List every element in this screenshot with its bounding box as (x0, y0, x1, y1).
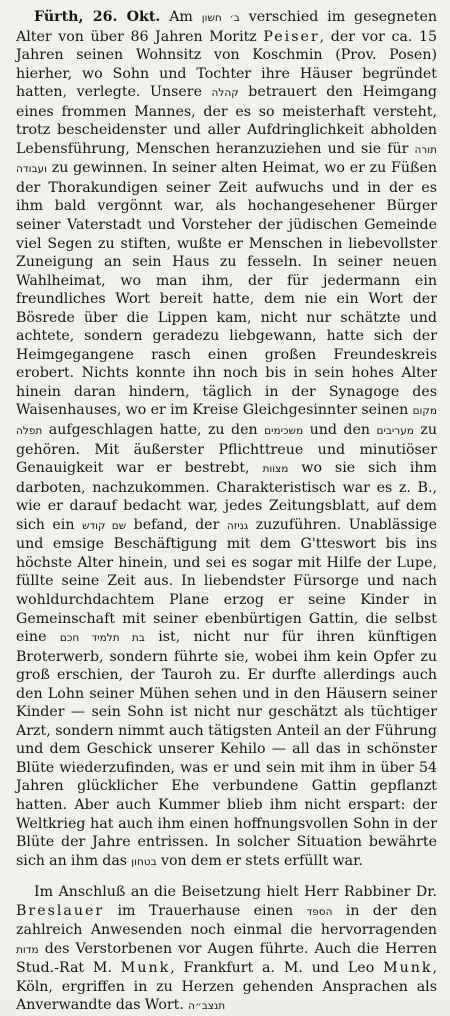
hebrew-term: גניזה (226, 519, 249, 532)
hebrew-term: תורה ועבודה (16, 143, 437, 176)
obituary-paragraph (16, 8, 437, 871)
text-run: Am (160, 9, 202, 25)
text-run: , Köln, ergriffen in zu Herzen gehenden Ansprachen als Anverwandte das Wort. (16, 960, 437, 1014)
text-run: zu gewinnen. In seiner alten Heimat, wo er zu Füßen der Thorakundigen seiner Zeit aufwuchs und in der es ihm bald vergönnt war, als hochangesehener Bürger seiner Vaterstadt und Vorsteher der jüdischen Gemeinde viel Segen zu stiften, wußte er Menschen in liebevollster Zuneigung an sein Haus zu fesseln. In seiner neuen Wahlheimat, wo man ihm, der für jedermann ein freundliches Wort bereit hatte, dem nie ein Wort der Bösrede über die Lippen kam, nicht nur schätzte und achtete, sondern geradezu liebgewann, hatte sich der Heimgegangene rasch einen großen Freundeskreis erobert. Nichts konnte ihn noch bis in sein hohes Alter hinein daran hindern, täglich in der Synagoge des Waisenhauses, wo er im Kreise Gleichgesinnter seinen (16, 160, 437, 419)
hebrew-term: ב׳ חשון (201, 12, 240, 24)
text-run: in der den zahlreich Anwesenden noch einmal die hervorragenden (16, 902, 437, 939)
text-run: , der vor ca. 15 Jahren seinen Wohnsitz von Koschmin (Prov. Posen) hierher, wo Sohn und Tochter ihre Häuser begründet hatten, verlegte. Unsere (16, 28, 437, 101)
hebrew-term: בת תלמיד חכם (59, 632, 145, 645)
hebrew-term: מעריבים (376, 425, 414, 438)
text-run: aufgeschlagen hatte, zu den (42, 422, 265, 439)
hebrew-term: הספד (306, 905, 333, 918)
speaker-name: Munk (383, 960, 433, 977)
dateline (34, 9, 160, 25)
text-run: befand, der (126, 516, 227, 533)
hebrew-term: קהלה (211, 87, 239, 100)
hebrew-term: מקום תפלה (16, 405, 437, 438)
text-run: Im Anschluß an die Beisetzung hielt Herr Rabbiner Dr. (34, 884, 437, 901)
funeral-paragraph (16, 883, 437, 1016)
text-run: zu gehören. Mit äußerster Pflichttreue und minutiöser Genauigkeit war er bestrebt, (16, 422, 438, 477)
deceased-name: Peiser (263, 28, 320, 45)
text-run: , Frankfurt a. M. und Leo (170, 960, 384, 977)
hebrew-term: שם קודש (81, 519, 127, 532)
text-run: wo sie sich ihm darboten, nachzukommen. Charakteristisch war es z. B., wie er darauf bedacht war, jedes Zeitungsblatt, auf dem sich ein (16, 460, 437, 533)
text-run: ist, nicht nur für ihren künftigen Broterwerb, sondern führte sie, wobei ihm kein Opfer zu groß erschien, der Tauroh zu. Er durfte allerdings auch den Lohn seiner Mühen sehen und in den Häusern seiner Kinder — sein Sohn ist nicht nur geschätzt als tüchtiger Arzt, sondern nimmt auch tätigsten Anteil an der Führung und dem Geschick unserer Kehilo — all das in schönster Blüte wiederzufinden, was er und sein mit ihm in über 54 Jahren glücklicher Ehe verbundene Gattin gepflanzt hatten. Aber auch Kummer blieb ihm nicht erspart: der Weltkrieg hat auch ihm einen hoffnungsvollen Sohn in der Blüte der Jahre entrissen. In solcher Situation bewährte sich an ihm das (16, 629, 437, 869)
hebrew-term: מצוות (262, 463, 289, 476)
speaker-name: Munk (120, 960, 171, 977)
hebrew-term: בטחון (131, 855, 157, 868)
text-run: verschied im gesegneten Alter von über 86 Jahren Moritz (16, 9, 437, 45)
text-run: betrauert den Heimgang eines frommen Mannes, der es so meisterhaft versteht, trotz bescheidenster und aller Aufdringlichkeit abholden Lebensführung, Menschen heranzuziehen und sie für (16, 84, 437, 157)
text-run: zuzuführen. Unablässige und emsige Beschäftigung mit dem G'tteswort bis ins höchste Alter hinein, und sei es sogar mit Hilfe der Lupe, füllte seine Zeit aus. In liebendster Fürsorge und nach wohldurchdachtem Plane erzog er seine Kinder in Gemeinschaft mit seiner ebenbürtigen Gattin, die selbst eine (16, 516, 437, 646)
text-run: und den (303, 422, 377, 439)
hebrew-term: תנצב״ה (188, 1000, 226, 1013)
rabbi-name: Breslauer (16, 902, 105, 919)
text-run: von dem er stets erfüllt war. (156, 852, 363, 869)
hebrew-term: מדות (16, 943, 39, 956)
dateline-date: , 26. Okt. (78, 9, 161, 25)
hebrew-term: משכימים (264, 425, 304, 438)
text-run: im Trauerhause einen (104, 902, 307, 919)
dateline-place: Fürth (34, 9, 79, 25)
text-run: des Verstorbenen vor Augen führte. Auch die Herren Stud.-Rat M. (16, 940, 437, 977)
